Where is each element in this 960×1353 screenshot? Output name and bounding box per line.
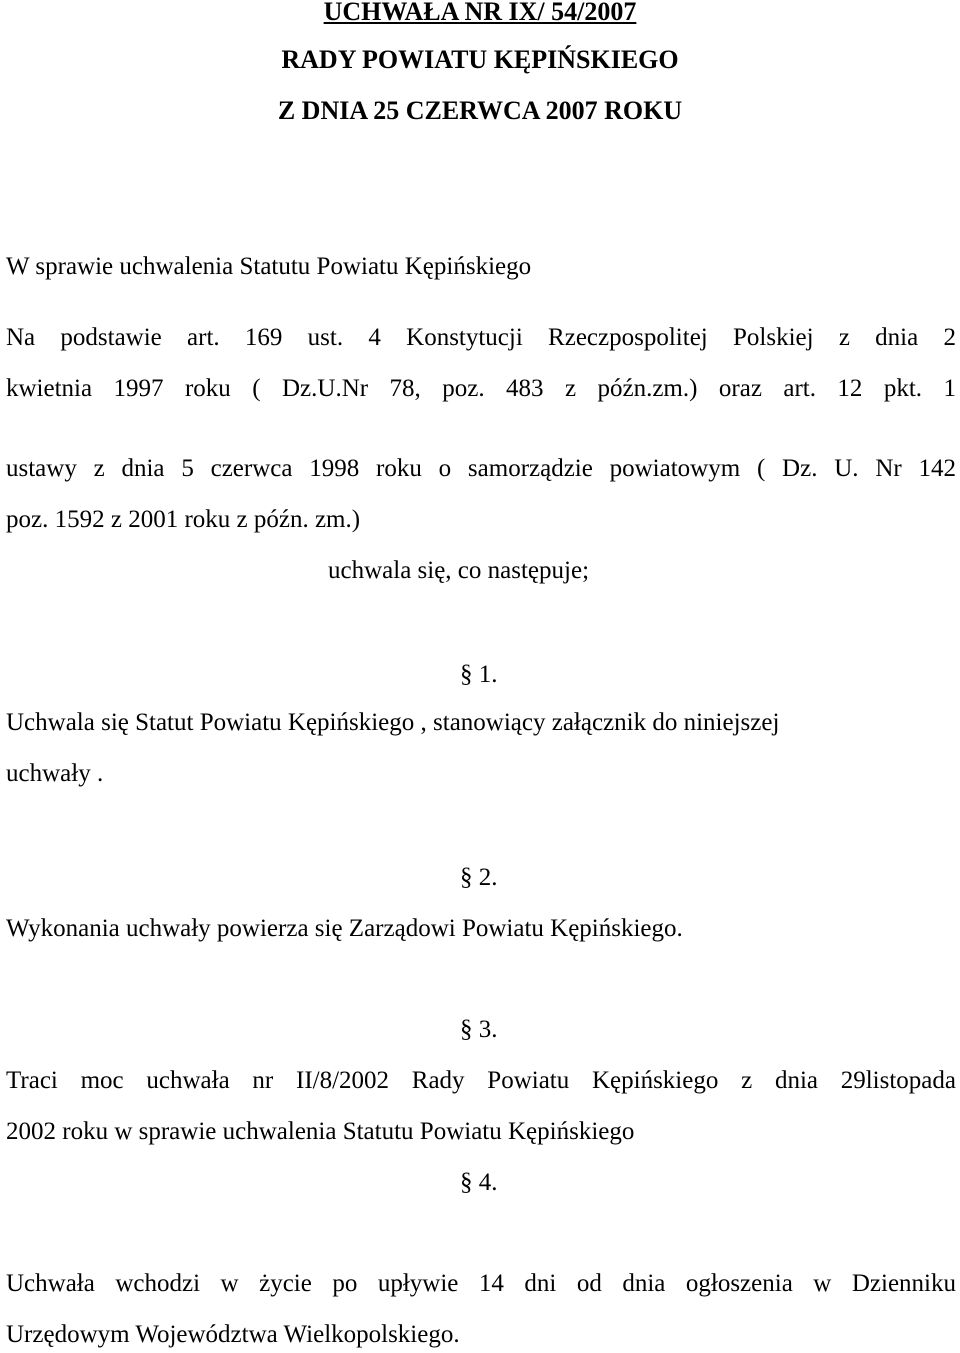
section-mark: § 2. [460,864,498,891]
subject-line: W sprawie uchwalenia Statutu Powiatu Kępińskiego [6,253,532,280]
section-mark: § 3. [460,1016,498,1043]
preamble-line: poz. 1592 z 2001 roku z późn. zm.) [6,506,361,533]
section-text-line: Traci moc uchwała nr II/8/2002 Rady Powiatu Kępińskiego z dnia 29listopada [6,1067,956,1094]
preamble-line: kwietnia 1997 roku ( Dz.U.Nr 78, poz. 483 z późn.zm.) oraz art. 12 pkt. 1 [6,375,956,402]
preamble-line: Na podstawie art. 169 ust. 4 Konstytucji Rzeczpospolitej Polskiej z dnia 2 [6,324,956,351]
preamble-line: ustawy z dnia 5 czerwca 1998 roku o samorządzie powiatowym ( Dz. U. Nr 142 [6,455,956,482]
section-text-line: 2002 roku w sprawie uchwalenia Statutu Powiatu Kępińskiego [6,1118,635,1145]
section-text-line: Wykonania uchwały powierza się Zarządowi Powiatu Kępińskiego. [6,915,683,942]
section-mark: § 4. [460,1169,498,1196]
resolution-number-heading: UCHWAŁA NR IX/ 54/2007 [323,0,637,26]
section-text-line: Uchwała wchodzi w życie po upływie 14 dni od dnia ogłoszenia w Dzienniku [6,1270,956,1297]
resolves-clause: uchwala się, co następuje; [328,557,590,584]
section-text-line: uchwały . [6,760,104,787]
resolution-date-heading: Z DNIA 25 CZERWCA 2007 ROKU [277,96,683,125]
section-text-line: Uchwala się Statut Powiatu Kępińskiego , stanowiący załącznik do niniejszej [6,709,780,736]
section-mark: § 1. [460,661,498,688]
section-text-line: Urzędowym Województwa Wielkopolskiego. [6,1321,460,1348]
council-name-heading: RADY POWIATU KĘPIŃSKIEGO [281,45,679,74]
